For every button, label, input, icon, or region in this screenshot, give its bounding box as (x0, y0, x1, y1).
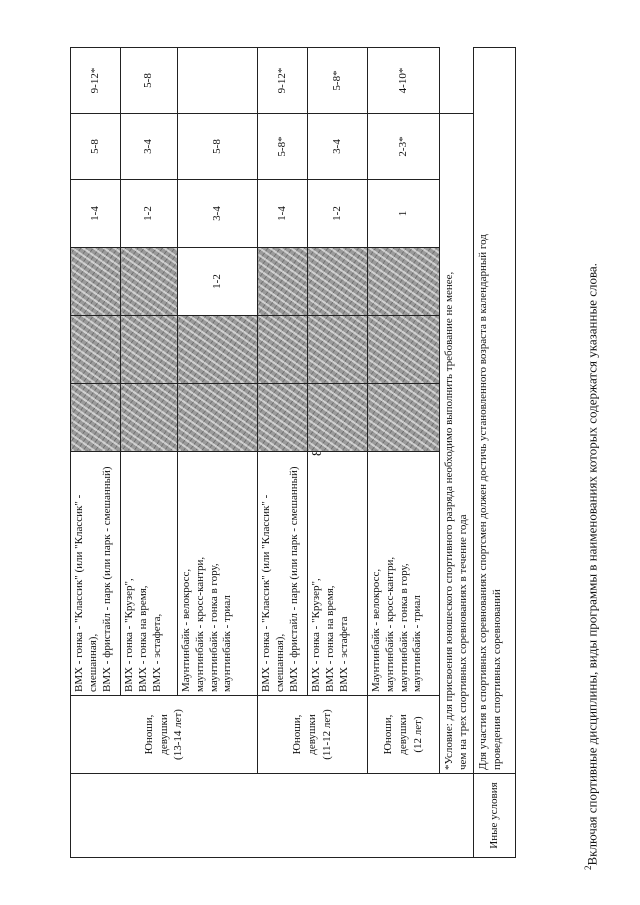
shaded-cell (71, 384, 121, 452)
rank-value-cell: 9-12* (258, 48, 308, 114)
discipline-cell (71, 452, 121, 696)
discipline-line: маунтинбайк - кросс-кантри, (383, 556, 396, 692)
other-conditions-line: проведения спортивных соревнований (490, 589, 503, 770)
age-group-cell (71, 696, 258, 774)
shaded-cell (178, 384, 258, 452)
rank-value-cell: 5-8* (308, 48, 368, 114)
age-group-line: (12 лет) (411, 716, 424, 753)
age-group-line: Юноши, (291, 714, 304, 755)
other-conditions-line: Для участия в спортивных соревнованиях спортсмен должен достичь установленного возраста в календарный год (477, 234, 489, 770)
rank-value-cell: 9-12* (71, 48, 121, 114)
other-conditions-label: Иные условия (474, 774, 516, 858)
age-group-line: (11-12 лет) (320, 709, 333, 760)
shaded-cell (368, 248, 440, 316)
rank-value-cell: 5-8 (178, 114, 258, 180)
footnote (583, 150, 600, 870)
shaded-cell (368, 384, 440, 452)
discipline-line: маунтинбайк - гонка в гору, (397, 563, 410, 692)
discipline-cell (368, 452, 440, 696)
table-row (71, 48, 121, 858)
shaded-cell (308, 248, 368, 316)
discipline-cell (308, 452, 368, 696)
age-group-line: девушки (306, 714, 319, 755)
shaded-cell (258, 248, 308, 316)
rank-value-cell (178, 48, 258, 114)
other-conditions-row (474, 48, 516, 858)
note-cell (440, 114, 474, 774)
rank-value-cell: 1-4 (258, 180, 308, 248)
discipline-line: BMX - эстафета (337, 616, 350, 692)
rank-value-cell: 4-10* (368, 48, 440, 114)
discipline-line: Маунтинбайк - велокросс, (370, 568, 382, 692)
age-group-line: девушки (397, 714, 410, 755)
age-group-line: Юноши, (142, 714, 155, 755)
shaded-cell (121, 248, 178, 316)
age-group-line: девушки (157, 714, 170, 755)
shaded-cell (121, 316, 178, 384)
shaded-cell (368, 316, 440, 384)
discipline-line: BMX - гонка - "Классик" (или "Классик" - смешанная), (260, 494, 286, 692)
discipline-line: BMX - гонка на время, (136, 585, 149, 692)
shaded-cell (308, 384, 368, 452)
rank-value-cell: 3-4 (308, 114, 368, 180)
discipline-line: BMX - фристайл - парк (или парк - смешанный) (100, 466, 113, 692)
note-line: *Условие: для присвоения юношеского спортивного разряда необходимо выполнить требование не менее, (443, 271, 455, 770)
discipline-line: BMX - гонка - "Крузер", (310, 578, 322, 692)
discipline-line: BMX - гонка на время, (323, 585, 336, 692)
rank-value-cell: 1-2 (308, 180, 368, 248)
rank-value-cell: 1-2 (121, 180, 178, 248)
shaded-cell (258, 384, 308, 452)
shaded-cell (258, 316, 308, 384)
age-group-line: (13-14 лет) (172, 709, 185, 760)
discipline-line: BMX - гонка - "Классик" (или "Классик" - смешанная), (73, 494, 99, 692)
discipline-cell (121, 452, 178, 696)
note-line: чем на трех спортивных соревнованиях в течение года (456, 514, 469, 770)
rank-value-cell: 2-3* (368, 114, 440, 180)
discipline-cell (258, 452, 308, 696)
rank-value-cell: 5-8 (71, 114, 121, 180)
discipline-line: маунтинбайк - триал (411, 595, 424, 692)
age-group-line: Юноши, (382, 714, 395, 755)
shaded-cell (178, 316, 258, 384)
shaded-cell (71, 248, 121, 316)
discipline-line: маунтинбайк - кросс-кантри, (193, 556, 206, 692)
rank-value-cell: 1-4 (71, 180, 121, 248)
shaded-cell (308, 316, 368, 384)
discipline-line: BMX - фристайл - парк (или парк - смешанный) (287, 466, 300, 692)
footnote-marker: 2 (583, 865, 593, 870)
requirements-table (70, 47, 516, 858)
shaded-cell (121, 384, 178, 452)
discipline-line: BMX - гонка - "Крузер", (123, 578, 135, 692)
table-row (368, 48, 440, 858)
label-spacer-cell (71, 774, 474, 858)
note-row (440, 48, 474, 858)
footnote-text: Включая спортивные дисциплины, виды программы в наименованиях которых содержатся указанные слова. (584, 263, 600, 866)
age-group-cell (368, 696, 440, 774)
rank-value-cell: 3-4 (178, 180, 258, 248)
discipline-line: маунтинбайк - гонка в гору, (207, 563, 220, 692)
rank-value-cell: 5-8 (121, 48, 178, 114)
rotated-page-content (70, 48, 503, 858)
discipline-line: маунтинбайк - триал (221, 595, 234, 692)
discipline-line: Маунтинбайк - велокросс, (180, 568, 192, 692)
age-group-cell (258, 696, 368, 774)
rank-value-cell: 1 (368, 180, 440, 248)
table-row (258, 48, 308, 858)
rank-value-cell: 5-8* (258, 114, 308, 180)
rank-value-cell: 1-2 (178, 248, 258, 316)
shaded-cell (71, 316, 121, 384)
discipline-line: BMX - эстафета, (150, 613, 163, 692)
discipline-cell (178, 452, 258, 696)
rank-value-cell: 3-4 (121, 114, 178, 180)
other-conditions-text (474, 48, 516, 774)
